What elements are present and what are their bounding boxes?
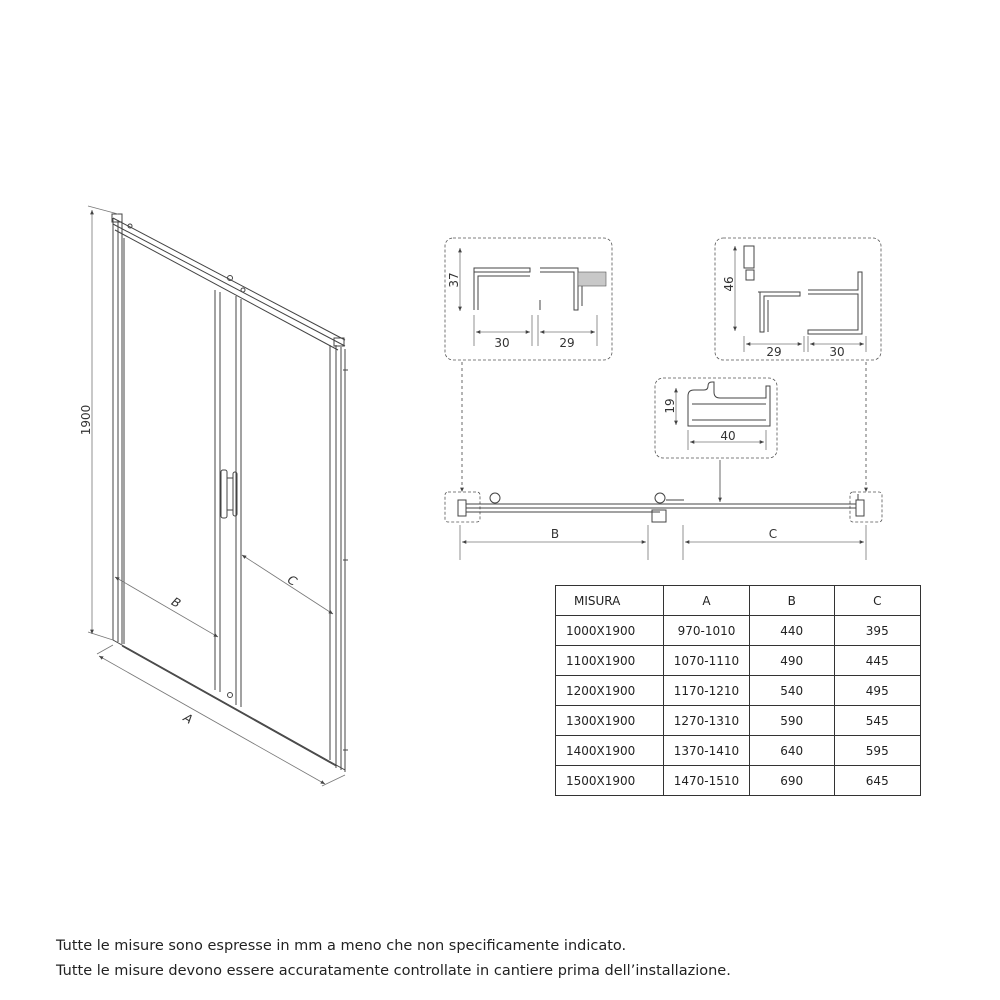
table-header-row — [556, 586, 921, 616]
cell-a: 1170-1210 — [664, 676, 750, 706]
cell-misura: 1000X1900 — [556, 616, 664, 646]
cell-a: 970-1010 — [664, 616, 750, 646]
height-dim-label: 1900 — [79, 404, 93, 436]
cell-c: 545 — [834, 706, 920, 736]
header-misura: MISURA — [556, 586, 664, 616]
cell-misura: 1200X1900 — [556, 676, 664, 706]
table-row — [556, 736, 921, 766]
detail-leader-lines — [462, 362, 866, 502]
cell-a: 1370-1410 — [664, 736, 750, 766]
cell-a: 1070-1110 — [664, 646, 750, 676]
header-b: B — [749, 586, 834, 616]
cell-b: 690 — [749, 766, 834, 796]
shower-door-isometric — [112, 214, 348, 772]
cell-c: 645 — [834, 766, 920, 796]
cell-misura: 1500X1900 — [556, 766, 664, 796]
plan-view — [445, 492, 882, 560]
table-row — [556, 706, 921, 736]
cell-b: 490 — [749, 646, 834, 676]
left-profile-detail — [445, 238, 612, 360]
plan-c-label: C — [768, 527, 778, 541]
note-line-2: Tutte le misure devono essere accuratamente controllate in cantiere prima dell’installazione. — [56, 963, 731, 979]
cell-b: 440 — [749, 616, 834, 646]
cell-misura: 1400X1900 — [556, 736, 664, 766]
cell-c: 445 — [834, 646, 920, 676]
cell-a: 1270-1310 — [664, 706, 750, 736]
cell-b: 640 — [749, 736, 834, 766]
cell-b: 540 — [749, 676, 834, 706]
right-profile-detail — [715, 238, 881, 360]
plan-b-label: B — [550, 527, 560, 541]
cell-c: 395 — [834, 616, 920, 646]
left-profile-width2-label: 29 — [559, 336, 575, 350]
cell-misura: 1100X1900 — [556, 646, 664, 676]
cell-misura: 1300X1900 — [556, 706, 664, 736]
left-profile-width1-label: 30 — [494, 336, 510, 350]
cell-c: 595 — [834, 736, 920, 766]
rail-profile-height-label: 19 — [663, 398, 677, 414]
header-a: A — [664, 586, 750, 616]
c-dim-label: C — [284, 572, 300, 589]
table-row — [556, 616, 921, 646]
rail-profile-detail — [655, 378, 777, 458]
right-profile-width2-label: 30 — [829, 345, 845, 359]
a-dim-label: A — [180, 710, 196, 727]
cell-b: 590 — [749, 706, 834, 736]
header-c: C — [834, 586, 920, 616]
size-table — [555, 585, 921, 796]
rail-profile-width-label: 40 — [720, 429, 736, 443]
right-profile-height-label: 46 — [722, 276, 736, 292]
right-profile-width1-label: 29 — [766, 345, 782, 359]
note-line-1: Tutte le misure sono espresse in mm a meno che non specificamente indicato. — [56, 938, 627, 954]
table-row — [556, 766, 921, 796]
cell-a: 1470-1510 — [664, 766, 750, 796]
footnotes — [56, 934, 956, 984]
left-profile-height-label: 37 — [447, 272, 461, 288]
b-dim-label: B — [168, 594, 184, 611]
table-row — [556, 646, 921, 676]
table-row — [556, 676, 921, 706]
cell-c: 495 — [834, 676, 920, 706]
